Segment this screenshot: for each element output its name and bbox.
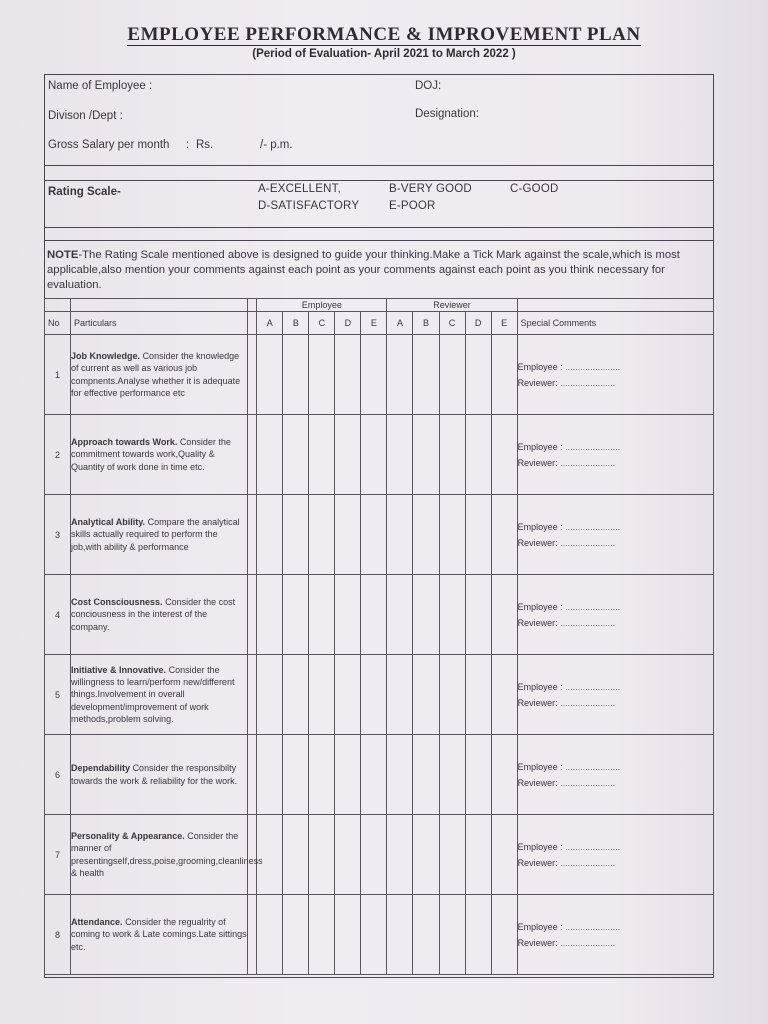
row-particulars: [71, 495, 248, 575]
reviewer-grade-d-cell[interactable]: [465, 495, 491, 575]
col-reviewer-c: C: [439, 312, 465, 335]
reviewer-grade-a-cell[interactable]: [387, 815, 413, 895]
reviewer-comment-line: [518, 615, 713, 631]
page-title: [0, 24, 768, 46]
col-employee-b: B: [283, 312, 309, 335]
employee-grade-e-cell[interactable]: [361, 895, 387, 975]
spacer-cell: [248, 655, 257, 735]
reviewer-grade-d-cell[interactable]: [465, 655, 491, 735]
employee-grade-c-cell[interactable]: [309, 495, 335, 575]
reviewer-grade-e-cell[interactable]: [491, 895, 517, 975]
employee-comment-label: Employee :: [517, 521, 563, 532]
evaluation-table: [44, 298, 714, 975]
employee-comment-line: [518, 919, 713, 935]
division-label: Divison /Dept :: [48, 110, 123, 122]
special-comments-cell[interactable]: [517, 575, 713, 655]
reviewer-grade-a-cell[interactable]: [387, 495, 413, 575]
col-reviewer-b: B: [413, 312, 439, 335]
col-special-comments: Special Comments: [517, 312, 713, 335]
reviewer-grade-c-cell[interactable]: [439, 335, 465, 415]
comment-dots: ......................: [565, 361, 621, 372]
reviewer-comment-line: [518, 695, 713, 711]
reviewer-grade-b-cell[interactable]: [413, 415, 439, 495]
reviewer-grade-e-cell[interactable]: [491, 655, 517, 735]
reviewer-grade-d-cell[interactable]: [465, 335, 491, 415]
special-comments-cell[interactable]: [517, 735, 713, 815]
row-particulars: [71, 895, 248, 975]
employee-grade-d-cell[interactable]: [335, 735, 361, 815]
row-particulars: [71, 815, 263, 895]
rating-d: D-SATISFACTORY: [258, 200, 360, 212]
comment-dots: ......................: [565, 521, 621, 532]
reviewer-grade-d-cell[interactable]: [465, 735, 491, 815]
reviewer-grade-d-cell[interactable]: [465, 415, 491, 495]
reviewer-grade-a-cell[interactable]: [387, 655, 413, 735]
particular-title: Analytical Ability.: [71, 517, 146, 528]
employee-grade-e-cell[interactable]: [361, 735, 387, 815]
reviewer-comment-label: Reviewer:: [517, 537, 558, 548]
particular-description: Compare the analytical skills actually required to perform the job,with ability & performance: [71, 517, 240, 552]
employee-grade-a-cell[interactable]: [257, 655, 283, 735]
employee-grade-e-cell[interactable]: [361, 415, 387, 495]
employee-comment-label: Employee :: [517, 921, 563, 932]
employee-grade-d-cell[interactable]: [335, 335, 361, 415]
employee-grade-b-cell[interactable]: [283, 415, 309, 495]
comment-dots: ......................: [560, 377, 616, 388]
employee-grade-b-cell[interactable]: [283, 655, 309, 735]
comment-dots: ......................: [560, 937, 616, 948]
col-reviewer-d: D: [465, 312, 491, 335]
row-number: 7: [45, 815, 71, 895]
comment-dots: ......................: [565, 441, 621, 452]
reviewer-grade-b-cell[interactable]: [413, 735, 439, 815]
employee-grade-a-cell[interactable]: [257, 895, 283, 975]
divider: [44, 227, 714, 228]
header-spacer: [517, 299, 713, 312]
employee-comment-line: [518, 679, 713, 695]
reviewer-grade-b-cell[interactable]: [413, 815, 439, 895]
employee-grade-b-cell[interactable]: [283, 335, 309, 415]
table-row: [45, 495, 714, 575]
employee-comment-line: [518, 839, 713, 855]
doj-label: DOJ:: [415, 80, 442, 92]
particular-description: Consider the commitment towards work,Quality & Quantity of work done in time etc.: [71, 437, 231, 472]
col-employee-d: D: [335, 312, 361, 335]
comment-dots: ......................: [560, 457, 616, 468]
row-number: 2: [45, 415, 71, 495]
reviewer-grade-e-cell[interactable]: [491, 815, 517, 895]
note-text: [47, 248, 707, 294]
spacer-cell: [248, 495, 257, 575]
col-employee-e: E: [361, 312, 387, 335]
comment-dots: ......................: [560, 857, 616, 868]
spacer-cell: [248, 415, 257, 495]
spacer-cell: [248, 815, 257, 895]
employee-comment-line: [518, 599, 713, 615]
reviewer-comment-label: Reviewer:: [517, 697, 558, 708]
employee-grade-a-cell[interactable]: [257, 575, 283, 655]
table-row: [45, 335, 714, 415]
employee-grade-c-cell[interactable]: [309, 895, 335, 975]
employee-grade-e-cell[interactable]: [361, 335, 387, 415]
comment-dots: ......................: [565, 841, 621, 852]
rating-e: E-POOR: [389, 200, 436, 212]
designation-label: Designation:: [415, 108, 479, 120]
employee-grade-c-cell[interactable]: [309, 815, 335, 895]
employee-grade-e-cell[interactable]: [361, 575, 387, 655]
reviewer-grade-e-cell[interactable]: [491, 735, 517, 815]
row-number: 3: [45, 495, 71, 575]
particular-title: Personality & Appearance.: [71, 831, 185, 842]
rating-scale-label: Rating Scale-: [48, 186, 121, 198]
reviewer-grade-e-cell[interactable]: [491, 575, 517, 655]
spacer-cell: [248, 575, 257, 655]
header-spacer: [71, 299, 248, 312]
reviewer-grade-d-cell[interactable]: [465, 815, 491, 895]
name-label: Name of Employee :: [48, 80, 153, 92]
table-row: [45, 735, 714, 815]
reviewer-comment-line: [518, 375, 713, 391]
employee-grade-d-cell[interactable]: [335, 815, 361, 895]
employee-grade-a-cell[interactable]: [257, 415, 283, 495]
employee-grade-b-cell[interactable]: [283, 895, 309, 975]
reviewer-grade-b-cell[interactable]: [413, 335, 439, 415]
reviewer-grade-c-cell[interactable]: [439, 895, 465, 975]
special-comments-cell[interactable]: [517, 655, 713, 735]
special-comments-cell[interactable]: [517, 495, 713, 575]
salary-label: Gross Salary per month: [48, 139, 170, 151]
comment-dots: ......................: [565, 761, 621, 772]
col-reviewer-e: E: [491, 312, 517, 335]
employee-comment-label: Employee :: [517, 441, 563, 452]
table-row: [45, 895, 714, 975]
particular-description: Consider the responsibilty towards the work & reliability for the work.: [71, 763, 238, 786]
reviewer-comment-label: Reviewer:: [517, 377, 558, 388]
employee-grade-b-cell[interactable]: [283, 575, 309, 655]
special-comments-cell[interactable]: [517, 335, 713, 415]
particular-description: Consider the knowledge of current as well as various job compnents.Analyse whether it is adequate for effective performance etc: [71, 351, 241, 398]
reviewer-grade-b-cell[interactable]: [413, 895, 439, 975]
row-number: 4: [45, 575, 71, 655]
particular-description: Consider the regualrity of coming to work & Late comings.Late sittings etc.: [71, 917, 247, 952]
col-spacer: [248, 312, 257, 335]
employee-grade-d-cell[interactable]: [335, 895, 361, 975]
employee-grade-e-cell[interactable]: [361, 655, 387, 735]
particular-description: Consider the manner of presentingself,dress,poise,grooming,cleanliness & health: [71, 831, 263, 878]
employee-grade-a-cell[interactable]: [257, 495, 283, 575]
employee-grade-d-cell[interactable]: [335, 415, 361, 495]
special-comments-cell[interactable]: [517, 415, 713, 495]
divider: [44, 165, 714, 166]
salary-colon: :: [186, 139, 190, 151]
reviewer-comment-label: Reviewer:: [517, 457, 558, 468]
employee-grade-e-cell[interactable]: [361, 815, 387, 895]
comment-dots: ......................: [565, 681, 621, 692]
spacer-cell: [248, 735, 257, 815]
row-particulars: [71, 655, 248, 735]
comment-dots: ......................: [560, 537, 616, 548]
employee-comment-label: Employee :: [517, 601, 563, 612]
employee-grade-c-cell[interactable]: [309, 415, 335, 495]
reviewer-grade-a-cell[interactable]: [387, 735, 413, 815]
employee-grade-c-cell[interactable]: [309, 735, 335, 815]
employee-grade-d-cell[interactable]: [335, 495, 361, 575]
employee-grade-c-cell[interactable]: [309, 575, 335, 655]
employee-comment-label: Employee :: [517, 761, 563, 772]
col-employee-c: C: [309, 312, 335, 335]
employee-grade-a-cell[interactable]: [257, 815, 283, 895]
col-particulars: Particulars: [71, 312, 248, 335]
group-employee: Employee: [257, 299, 387, 312]
row-particulars: [71, 575, 248, 655]
col-no: No: [45, 312, 71, 335]
employee-grade-b-cell[interactable]: [283, 815, 309, 895]
reviewer-comment-line: [518, 855, 713, 871]
salary-rs: Rs.: [196, 139, 214, 151]
employee-grade-c-cell[interactable]: [309, 335, 335, 415]
col-employee-a: A: [257, 312, 283, 335]
reviewer-comment-label: Reviewer:: [517, 617, 558, 628]
table-row: [45, 655, 714, 735]
employee-grade-b-cell[interactable]: [283, 495, 309, 575]
particular-title: Attendance.: [71, 917, 123, 928]
rating-c: C-GOOD: [510, 183, 559, 195]
employee-comment-line: [518, 359, 713, 375]
note-prefix: NOTE: [47, 249, 79, 261]
comment-dots: ......................: [560, 617, 616, 628]
employee-comment-line: [518, 439, 713, 455]
reviewer-comment-label: Reviewer:: [517, 937, 558, 948]
reviewer-comment-line: [518, 455, 713, 471]
comment-dots: ......................: [565, 601, 621, 612]
employee-grade-d-cell[interactable]: [335, 575, 361, 655]
reviewer-grade-e-cell[interactable]: [491, 335, 517, 415]
rating-a: A-EXCELLENT,: [258, 183, 341, 195]
row-number: 1: [45, 335, 71, 415]
reviewer-grade-c-cell[interactable]: [439, 575, 465, 655]
reviewer-grade-c-cell[interactable]: [439, 495, 465, 575]
comment-dots: ......................: [560, 697, 616, 708]
reviewer-comment-line: [518, 775, 713, 791]
reviewer-comment-line: [518, 935, 713, 951]
employee-grade-d-cell[interactable]: [335, 655, 361, 735]
header-spacer: [45, 299, 71, 312]
reviewer-grade-a-cell[interactable]: [387, 895, 413, 975]
page-subtitle: (Period of Evaluation- April 2021 to March 2022 ): [252, 48, 516, 60]
table-row: [45, 815, 714, 895]
reviewer-comment-line: [518, 535, 713, 551]
table-row: [45, 415, 714, 495]
reviewer-grade-c-cell[interactable]: [439, 415, 465, 495]
reviewer-comment-label: Reviewer:: [517, 857, 558, 868]
employee-comment-label: Employee :: [517, 681, 563, 692]
reviewer-grade-c-cell[interactable]: [439, 735, 465, 815]
rating-b: B-VERY GOOD: [389, 183, 472, 195]
divider: [44, 240, 714, 241]
reviewer-grade-c-cell[interactable]: [439, 655, 465, 735]
special-comments-cell[interactable]: [517, 895, 713, 975]
employee-comment-label: Employee :: [517, 361, 563, 372]
row-number: 8: [45, 895, 71, 975]
particular-title: Initiative & Innovative.: [71, 664, 167, 675]
table-row: [45, 575, 714, 655]
reviewer-grade-a-cell[interactable]: [387, 335, 413, 415]
header-spacer: [248, 299, 257, 312]
reviewer-grade-a-cell[interactable]: [387, 575, 413, 655]
employee-grade-e-cell[interactable]: [361, 495, 387, 575]
particular-title: Cost Consciousness.: [71, 597, 163, 608]
reviewer-grade-d-cell[interactable]: [465, 895, 491, 975]
reviewer-grade-a-cell[interactable]: [387, 415, 413, 495]
employee-grade-b-cell[interactable]: [283, 735, 309, 815]
employee-grade-a-cell[interactable]: [257, 335, 283, 415]
title-text: EMPLOYEE PERFORMANCE & IMPROVEMENT PLAN: [127, 24, 641, 45]
comment-dots: ......................: [560, 777, 616, 788]
salary-pm: /- p.m.: [260, 139, 293, 151]
particular-description: Consider the willingness to learn/perform new/different things.Involvement in overall development/improvement of work methods,problem solving.: [71, 664, 235, 724]
row-number: 5: [45, 655, 71, 735]
special-comments-cell[interactable]: [517, 815, 713, 895]
reviewer-grade-e-cell[interactable]: [491, 495, 517, 575]
employee-grade-c-cell[interactable]: [309, 655, 335, 735]
reviewer-grade-d-cell[interactable]: [465, 575, 491, 655]
spacer-cell: [248, 335, 257, 415]
group-reviewer: Reviewer: [387, 299, 517, 312]
row-particulars: [71, 735, 248, 815]
employee-comment-label: Employee :: [517, 841, 563, 852]
reviewer-grade-c-cell[interactable]: [439, 815, 465, 895]
note-body: -The Rating Scale mentioned above is designed to guide your thinking.Make a Tick Mark against the scale,which is most applicable,also mention your comments against each point as your comments against each point as you think necessary for evaluation.: [47, 249, 680, 292]
particular-title: Dependability: [71, 763, 131, 774]
reviewer-grade-e-cell[interactable]: [491, 415, 517, 495]
employee-comment-line: [518, 519, 713, 535]
particular-title: Job Knowledge.: [71, 351, 141, 362]
row-particulars: [71, 335, 248, 415]
employee-grade-a-cell[interactable]: [257, 735, 283, 815]
divider: [44, 180, 714, 181]
particular-title: Approach towards Work.: [71, 437, 178, 448]
reviewer-grade-b-cell[interactable]: [413, 655, 439, 735]
spacer-cell: [248, 895, 257, 975]
reviewer-grade-b-cell[interactable]: [413, 495, 439, 575]
row-number: 6: [45, 735, 71, 815]
comment-dots: ......................: [565, 921, 621, 932]
reviewer-grade-b-cell[interactable]: [413, 575, 439, 655]
col-reviewer-a: A: [387, 312, 413, 335]
particular-description: Consider the cost conciousness in the interest of the company.: [71, 597, 236, 632]
employee-comment-line: [518, 759, 713, 775]
row-particulars: [71, 415, 248, 495]
reviewer-comment-label: Reviewer:: [517, 777, 558, 788]
